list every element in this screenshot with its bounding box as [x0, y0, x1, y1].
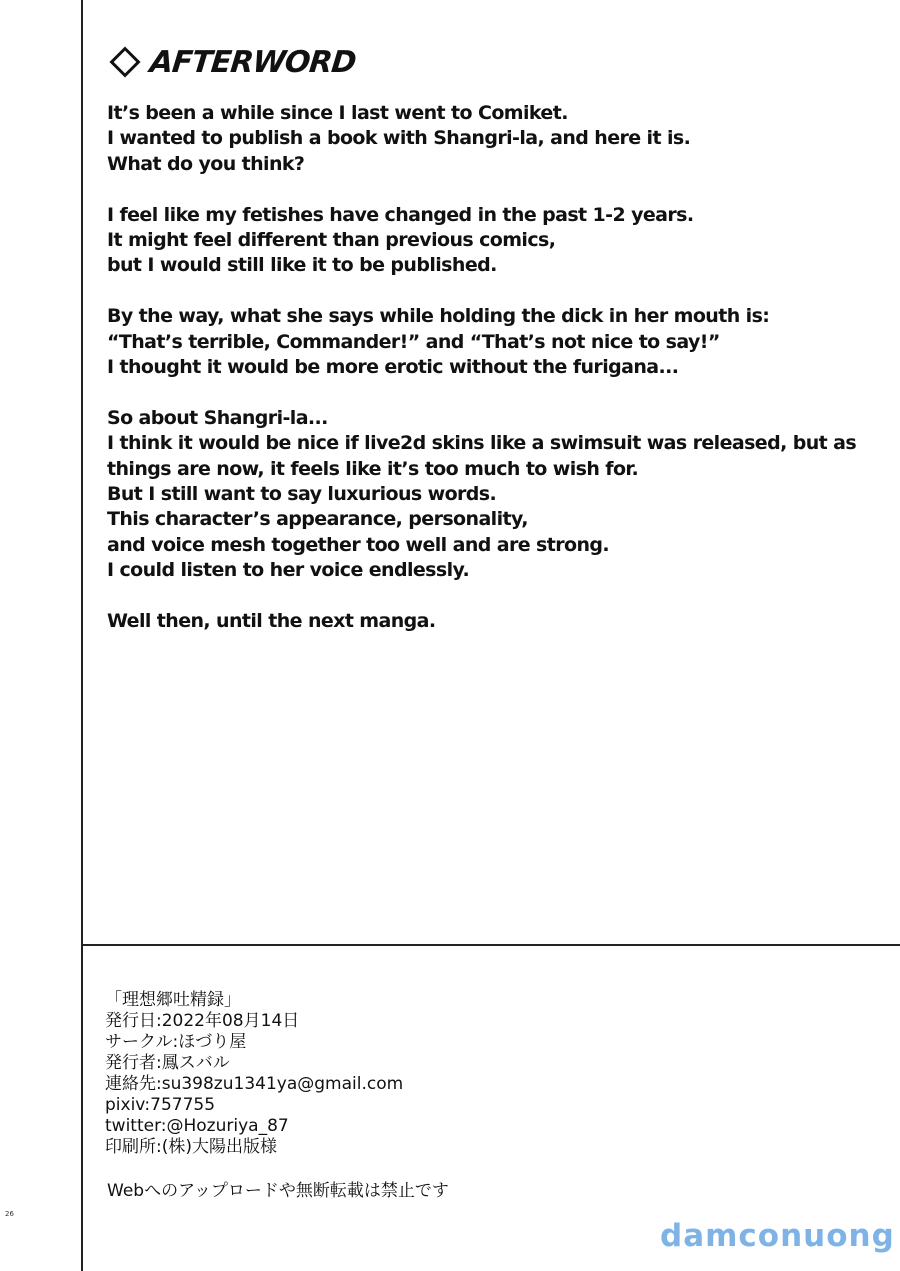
page-number: 26: [5, 1210, 14, 1218]
colophon-date: 発行日:2022年08月14日: [105, 1011, 300, 1031]
afterword-body: [107, 101, 887, 660]
paragraph-1: [107, 101, 887, 177]
text-line: things are now, it feels like it’s too much to wish for.: [107, 457, 639, 480]
colophon-pixiv: pixiv:757755: [105, 1095, 216, 1115]
colophon-contact: 連絡先:su398zu1341ya@gmail.com: [105, 1074, 404, 1094]
afterword-heading: [108, 40, 358, 84]
paragraph-4: [107, 406, 887, 584]
upload-notice: Webへのアップロードや無断転載は禁止です: [107, 1181, 449, 1201]
colophon-title: 「理想郷吐精録」: [105, 990, 241, 1010]
text-line: But I still want to say luxurious words.: [107, 483, 497, 506]
text-line: I thought it would be more erotic without the furigana...: [107, 356, 679, 379]
colophon-divider: [81, 944, 900, 946]
text-line: I wanted to publish a book with Shangri-la, and here it is.: [107, 127, 691, 150]
text-line: but I would still like it to be published.: [107, 254, 497, 277]
text-line: What do you think?: [107, 152, 305, 175]
heading-title: AFTERWORD: [148, 44, 358, 80]
text-line: “That’s terrible, Commander!” and “That’s not nice to say!”: [107, 330, 720, 353]
left-border-line: [81, 0, 83, 1271]
colophon-circle: サークル:ほづり屋: [105, 1032, 247, 1052]
paragraph-5: [107, 609, 887, 634]
text-line: Well then, until the next manga.: [107, 610, 436, 633]
watermark-logo: damconuong: [660, 1218, 895, 1254]
colophon-twitter: twitter:@Hozuriya_87: [105, 1116, 289, 1136]
text-line: It might feel different than previous comics,: [107, 229, 556, 252]
colophon: [105, 990, 403, 1158]
text-line: I think it would be nice if live2d skins like a swimsuit was released, but as: [107, 432, 857, 455]
colophon-printer: 印刷所:(株)大陽出版様: [105, 1137, 277, 1157]
paragraph-3: [107, 304, 887, 380]
colophon-publisher: 発行者:鳳スバル: [105, 1053, 230, 1073]
text-line: By the way, what she says while holding the dick in her mouth is:: [107, 305, 770, 328]
text-line: This character’s appearance, personality,: [107, 508, 528, 531]
paragraph-2: [107, 203, 887, 279]
text-line: and voice mesh together too well and are strong.: [107, 533, 610, 556]
text-line: It’s been a while since I last went to Comiket.: [107, 102, 568, 124]
text-line: I could listen to her voice endlessly.: [107, 559, 470, 582]
diamond-icon: [109, 46, 140, 77]
text-line: I feel like my fetishes have changed in the past 1-2 years.: [107, 203, 694, 226]
text-line: So about Shangri-la...: [107, 406, 328, 429]
